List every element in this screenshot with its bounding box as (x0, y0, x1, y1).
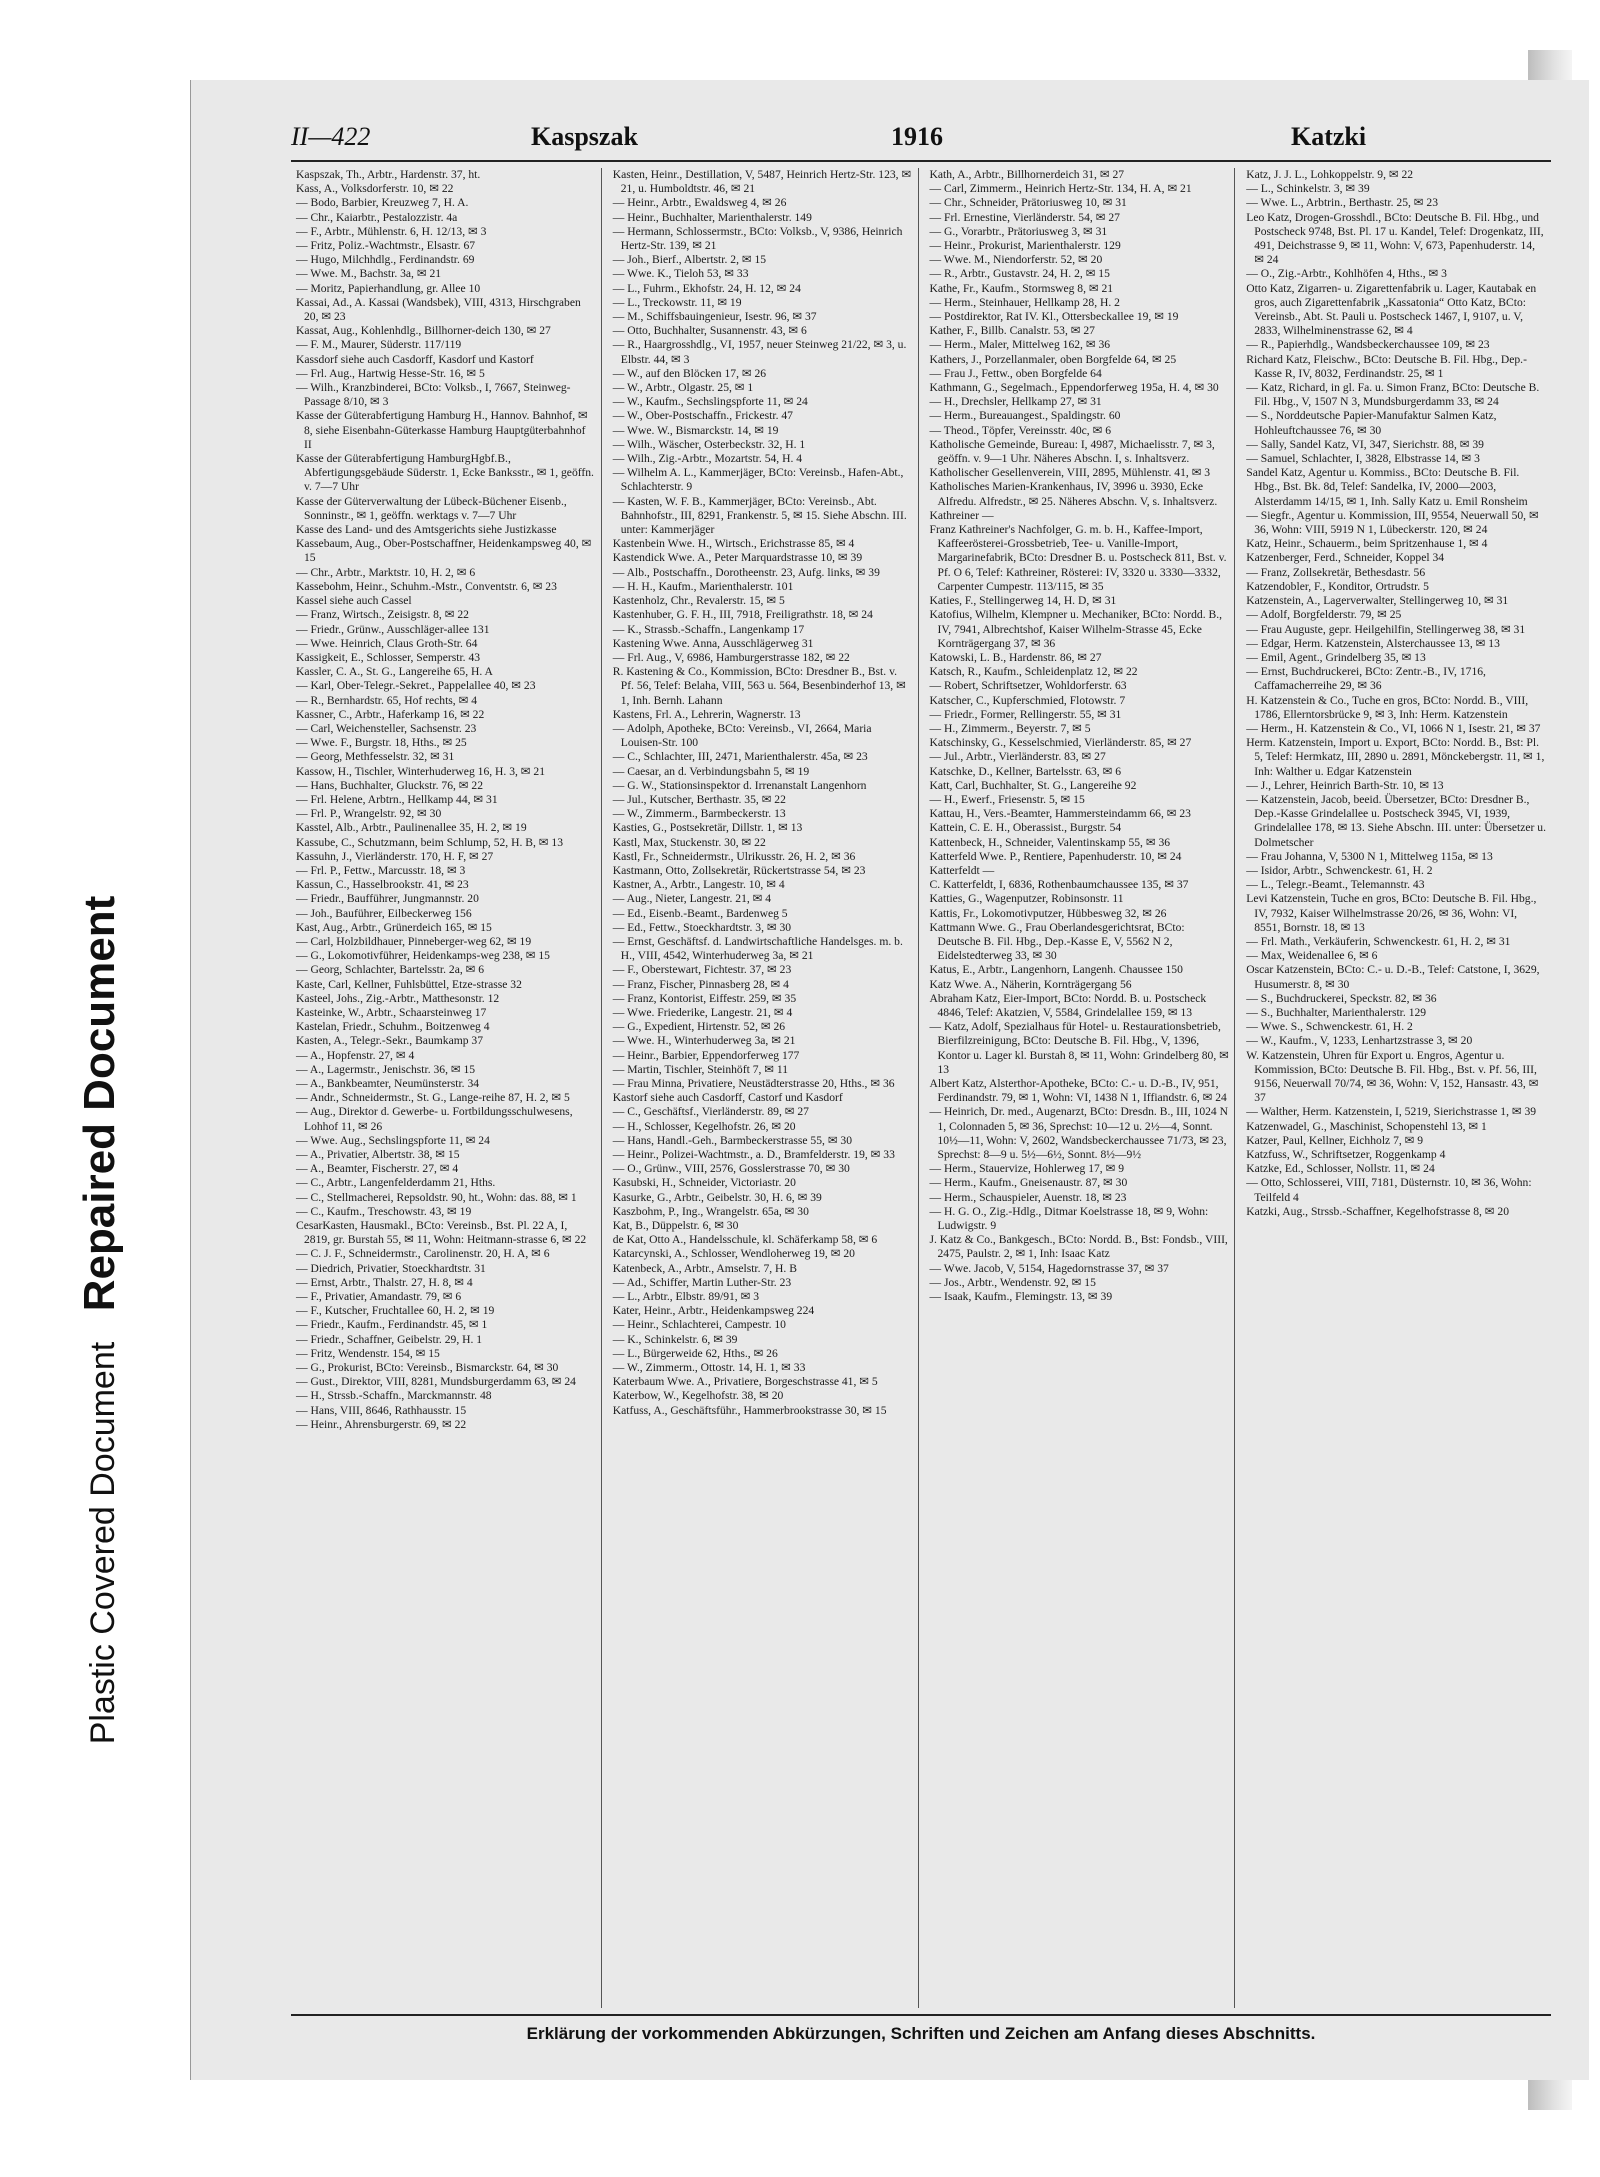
directory-entry: Katowski, L. B., Hardenstr. 86, ✉ 27 (929, 650, 1102, 664)
directory-entry: — Adolf, Borgfelderstr. 79, ✉ 25 (1246, 608, 1402, 622)
directory-entry: — Moritz, Papierhandlung, gr. Allee 10 (296, 281, 481, 295)
directory-entry: — Wwe. M., Bachstr. 3a, ✉ 21 (296, 267, 442, 281)
directory-entry: — Frl. Helene, Arbtrn., Hellkamp 44, ✉ 31 (296, 792, 498, 806)
directory-entry: — Frau Minna, Privatiere, Neustädterstrasse 20, Hths., ✉ 36 (612, 1077, 895, 1090)
directory-entry: Kaspszak, Th., Arbtr., Hardenstr. 37, ht. (296, 168, 481, 181)
directory-entry: Kastenbein Wwe. H., Wirtsch., Erichstrasse 85, ✉ 4 (612, 537, 855, 551)
directory-entry: — Hans, Handl.-Geh., Barmbeckerstrasse 55, ✉ 30 (612, 1133, 853, 1147)
directory-entry: Katzki, Aug., Strssb.-Schaffner, Kegelhofstrasse 8, ✉ 20 (1246, 1204, 1510, 1218)
directory-entry: Kassel siehe auch Cassel (296, 594, 412, 608)
directory-entry: — Ed., Eisenb.-Beamt., Bardenweg 5 (612, 906, 788, 920)
directory-entry: — Isaak, Kaufm., Flemingstr. 13, ✉ 39 (929, 1290, 1113, 1304)
directory-entry: — Frl. P., Fettw., Marcusstr. 18, ✉ 3 (296, 863, 466, 877)
directory-entry: — Georg, Schlachter, Bartelsstr. 2a, ✉ 6 (296, 963, 485, 977)
directory-entry: Kasubski, H., Schneider, Victoriastr. 20 (612, 1176, 796, 1190)
directory-entry: Katz, Heinr., Schauerm., beim Spritzenhause 1, ✉ 4 (1246, 537, 1488, 551)
directory-entry: — Frl. Ernestine, Vierländerstr. 54, ✉ 27 (929, 210, 1120, 224)
directory-entry: Kathreiner — (929, 508, 994, 522)
directory-entry: J. Katz & Co., Bankgesch., BCto: Nordd. B., Bst: Fondsb., VIII, 2475, Paulstr. 2, ✉ 1, Inh: Isaac Katz (929, 1233, 1228, 1261)
directory-entry: — G., Expedient, Hirtenstr. 52, ✉ 26 (612, 1020, 786, 1034)
directory-entry: — S., Norddeutsche Papier-Manufaktur Salmen Katz, Hohleuftchaussee 76, ✉ 30 (1246, 409, 1497, 437)
directory-entry: Katsch, R., Kaufm., Schleidenplatz 12, ✉ 22 (929, 665, 1138, 679)
directory-entry: — G., Vorarbtr., Prätoriusweg 3, ✉ 31 (929, 224, 1108, 238)
directory-entry: Katscher, C., Kupferschmied, Flotowstr. 7 (929, 693, 1126, 707)
header-first-name: Kaspszak (531, 122, 638, 151)
directory-entry: Kasten, Heinr., Destillation, V, 5487, Heinrich Hertz-Str. 123, ✉ 21, u. Humboldtstr. 46, ✉ 21 (612, 168, 912, 196)
directory-entry: Katterfeldt — (929, 863, 995, 877)
repaired-document-label: Repaired Document (75, 895, 124, 1312)
directory-entry: Kastening Wwe. Anna, Ausschlägerweg 31 (612, 636, 814, 650)
directory-entry: Katus, E., Arbtr., Langenhorn, Langenh. Chaussee 150 (929, 963, 1183, 977)
directory-entry: — Herm., H. Katzenstein & Co., VI, 1066 N 1, Isestr. 21, ✉ 37 (1246, 721, 1541, 735)
directory-entry: Kasurke, G., Arbtr., Geibelstr. 30, H. 6, ✉ 39 (612, 1190, 822, 1204)
directory-entry: — Franz, Fischer, Pinnasberg 28, ✉ 4 (612, 977, 789, 991)
directory-entry: — Carl, Holzbildhauer, Pinneberger-weg 62, ✉ 19 (296, 934, 532, 948)
directory-entry: — Robert, Schriftsetzer, Wohldorferstr. 63 (929, 679, 1127, 693)
directory-entry: Katerbow, W., Kegelhofstr. 38, ✉ 20 (612, 1389, 784, 1403)
directory-entry: — Adolph, Apotheke, BCto: Vereinsb., VI, 2664, Maria Louisen-Str. 100 (612, 721, 872, 750)
directory-entry: — H., Zimmerm., Beyerstr. 7, ✉ 5 (929, 721, 1091, 735)
directory-entry: Kasteel, Johs., Zig.-Arbtr., Matthesonstr. 12 (296, 991, 500, 1005)
directory-entry: Kasstel, Alb., Arbtr., Paulinenallee 35, H. 2, ✉ 19 (296, 821, 527, 835)
directory-entry: Kattein, C. E. H., Oberassist., Burgstr. 54 (929, 821, 1122, 835)
directory-entry: — Hans, VIII, 8646, Rathhausstr. 15 (296, 1403, 467, 1417)
page-header (291, 116, 1551, 162)
directory-entry: Otto Katz, Zigarren- u. Zigarettenfabrik u. Lager, Kautabak en gros, auch Zigarettenfabrik „Kassatonia“ Otto Katz, BCto: Vereinsb., Abt. St. Pauli u. Postscheck 1467, I, 9107, u. V, 2833, Wilhelminenstrasse 62, ✉ 4 (1246, 281, 1537, 338)
directory-entry: — W., Ober-Postschaffn., Frickestr. 47 (612, 409, 793, 423)
directory-column-3 (925, 168, 1236, 2008)
directory-entry: — A., Hopfenstr. 27, ✉ 4 (296, 1048, 415, 1062)
directory-entry: — Friedr., Grünw., Ausschläger-allee 131 (296, 622, 490, 636)
directory-entry: Kathers, J., Porzellanmaler, oben Borgfelde 64, ✉ 25 (929, 352, 1177, 366)
directory-entry: — Isidor, Arbtr., Schwenckestr. 61, H. 2 (1246, 863, 1433, 877)
directory-entry: Kassner, C., Arbtr., Haferkamp 16, ✉ 22 (296, 707, 485, 721)
directory-entry: — Wwe. W., Bismarckstr. 14, ✉ 19 (612, 423, 779, 437)
directory-entry: Katzenstein, A., Lagerverwalter, Stellingerweg 10, ✉ 31 (1246, 594, 1509, 608)
directory-entry: — K., Strassb.-Schaffn., Langenkamp 17 (612, 622, 805, 636)
directory-entry: — G., Lokomotivführer, Heidenkamps-weg 238, ✉ 15 (296, 949, 550, 963)
directory-entry: C. Katterfeldt, I, 6836, Rothenbaumchaussee 135, ✉ 37 (929, 878, 1189, 892)
directory-entry: Albert Katz, Alsterthor-Apotheke, BCto: C.- u. D.-B., IV, 951, Ferdinandstr. 79, ✉ 1, Wohn: VI, 1438 N 1, Iffiandstr. 6, ✉ 24 (929, 1077, 1227, 1105)
directory-entry: — Joh., Bauführer, Eilbeckerweg 156 (296, 906, 472, 920)
directory-entry: Katzendobler, F., Konditor, Ortrudstr. 5 (1246, 579, 1429, 593)
directory-entry: — Emil, Agent., Grindelberg 35, ✉ 13 (1246, 650, 1426, 664)
directory-column-4 (1241, 168, 1551, 2008)
directory-entry: — Wwe. M., Niendorferstr. 52, ✉ 20 (929, 253, 1103, 267)
directory-entry: Katzfuss, W., Schriftsetzer, Roggenkamp 4 (1246, 1148, 1446, 1162)
directory-entry: — R., Arbtr., Gustavstr. 24, H. 2, ✉ 15 (929, 267, 1110, 281)
directory-entry: Katt, Carl, Buchhalter, St. G., Langereihe 92 (929, 778, 1137, 792)
directory-entry: — O., Zig.-Arbtr., Kohlhöfen 4, Hths., ✉ 3 (1246, 267, 1447, 281)
directory-entry: — Frau J., Fettw., oben Borgfelde 64 (929, 366, 1102, 380)
directory-entry: — J., Lehrer, Heinrich Barth-Str. 10, ✉ 13 (1246, 778, 1444, 792)
directory-entry: Kastens, Frl. A., Lehrerin, Wagnerstr. 13 (612, 707, 801, 721)
directory-entry: Kattau, H., Vers.-Beamter, Hammersteindamm 66, ✉ 23 (929, 807, 1191, 821)
directory-entry: Kastorf siehe auch Casdorff, Castorf und Kasdorf (612, 1091, 843, 1105)
directory-entry: Kassler, C. A., St. G., Langereihe 65, H. A (296, 665, 493, 679)
directory-entry: — Georg, Methfesselstr. 32, ✉ 31 (296, 750, 455, 764)
directory-entry: Kater, Heinr., Arbtr., Heidenkampsweg 224 (612, 1304, 815, 1318)
directory-entry: — F., Kutscher, Fruchtallee 60, H. 2, ✉ 19 (296, 1304, 495, 1318)
directory-entry: — L., Arbtr., Elbstr. 89/91, ✉ 3 (612, 1290, 760, 1304)
directory-entry: Katfuss, A., Geschäftsführ., Hammerbrookstrasse 30, ✉ 15 (612, 1403, 887, 1417)
directory-entry: Katties, G., Wagenputzer, Robinsonstr. 11 (929, 892, 1124, 906)
directory-entry: — Frl. Aug., Hartwig Hesse-Str. 16, ✉ 5 (296, 366, 485, 380)
directory-entry: — H., Schlosser, Kegelhofstr. 26, ✉ 20 (612, 1119, 796, 1133)
directory-entry: — Franz, Wirtsch., Zeisigstr. 8, ✉ 22 (296, 608, 469, 622)
directory-entry: — Jos., Arbtr., Wendenstr. 92, ✉ 15 (929, 1275, 1096, 1289)
directory-entry: — Hermann, Schlossermstr., BCto: Volksb., V, 9386, Heinrich Hertz-Str. 139, ✉ 21 (612, 224, 903, 253)
directory-entry: Sandel Katz, Agentur u. Kommiss., BCto: Deutsche B. Fil. Hbg., Bst. Bk. 8d, Telef: Sandelka, IV, 2000—2003, Alsterdamm 14/15, ✉ 1, Inh. Sally Katz u. Emil Ronsheim (1246, 466, 1528, 508)
directory-entry: — C., Kaufm., Treschowstr. 43, ✉ 19 (296, 1204, 472, 1218)
directory-column-1 (291, 168, 602, 2008)
directory-entry: — W., Arbtr., Olgastr. 25, ✉ 1 (612, 381, 754, 395)
directory-entry: — Aug., Direktor d. Gewerbe- u. Fortbildungsschulwesens, Lohhof 11, ✉ 26 (296, 1105, 573, 1133)
page-number: II—422 (291, 122, 371, 151)
directory-entry: — Alb., Postschaffn., Dorotheenstr. 23, Aufg. links, ✉ 39 (612, 565, 880, 579)
directory-entry: — R., Bernhardstr. 65, Hof rechts, ✉ 4 (296, 693, 478, 707)
directory-entry: — Katz, Richard, in gl. Fa. u. Simon Franz, BCto: Deutsche B. Fil. Hbg., V, 1507 N 3, Mundsburgerdamm 33, ✉ 24 (1246, 381, 1540, 409)
directory-entry: R. Kastening & Co., Kommission, BCto: Dresdner B., Bst. v. Pf. 56, Telef: Belaha, VIII, 563 u. 564, Besenbinderhof 13, ✉ 1, Inh. Bernh. Lahann (612, 665, 906, 707)
directory-entry: Kassun, C., Hasselbrookstr. 41, ✉ 23 (296, 878, 469, 892)
directory-entry: — Hugo, Milchhdlg., Ferdinandstr. 69 (296, 253, 475, 267)
directory-entry: — Katz, Adolf, Spezialhaus für Hotel- u. Restaurationsbetrieb, Bierfilzreinigung, BCto: Deutsche B. Fil. Hbg., V, 1396, Kontor u. Lager kl. Burstah 8, ✉ 11, Wohn: Grindelberg 80, ✉ 13 (929, 1020, 1229, 1076)
directory-entry: Kassow, H., Tischler, Winterhuderweg 16, H. 3, ✉ 21 (296, 764, 546, 778)
directory-entry: — Wwe. Jacob, V, 5154, Hagedornstrasse 37, ✉ 37 (929, 1261, 1169, 1275)
directory-entry: — Bodo, Barbier, Kreuzweg 7, H. A. (296, 196, 469, 210)
directory-entry: — Heinr., Buchhalter, Marienthalerstr. 149 (612, 210, 812, 224)
directory-entry: Kass, A., Volksdorferstr. 10, ✉ 22 (296, 182, 454, 196)
sidebar-label (60, 760, 140, 1880)
directory-entry: Kastelan, Friedr., Schuhm., Boitzenweg 4 (296, 1020, 490, 1034)
directory-entry: Kassebaum, Aug., Ober-Postschaffner, Heidenkampsweg 40, ✉ 15 (296, 537, 592, 565)
directory-entry: — H. H., Kaufm., Marienthalerstr. 101 (612, 579, 794, 593)
directory-entry: — Kasten, W. F. B., Kammerjäger, BCto: Vereinsb., Abt. Bahnhofstr., III, 8291, Frankenstr. 5, ✉ 15. Siehe Abschn. III. unter: Kammerjäger (612, 494, 907, 537)
directory-entry: — Andr., Schneidermstr., St. G., Lange-reihe 87, H. 2, ✉ 5 (296, 1091, 570, 1105)
directory-entry: Kather, F., Billb. Canalstr. 53, ✉ 27 (929, 324, 1095, 338)
directory-entry: Abraham Katz, Eier-Import, BCto: Nordd. B. u. Postscheck 4846, Telef: Akatzien, V, 5584, Grindelallee 159, ✉ 13 (929, 991, 1207, 1019)
directory-entry: Katzenberger, Ferd., Schneider, Koppel 34 (1246, 551, 1445, 565)
directory-entry: Kasties, G., Postsekretär, Dillstr. 1, ✉ 13 (612, 821, 803, 835)
directory-entry: — Otto, Buchhalter, Susannenstr. 43, ✉ 6 (612, 324, 807, 338)
directory-entry: Katz Wwe. A., Näherin, Kornträgergang 56 (929, 977, 1132, 991)
directory-entry: Katzenwadel, G., Maschinist, Schopenstehl 13, ✉ 1 (1246, 1119, 1487, 1133)
directory-entry: Kasten, A., Telegr.-Sekr., Baumkamp 37 (296, 1034, 484, 1048)
directory-entry: — Heinrich, Dr. med., Augenarzt, BCto: Dresdn. B., III, 1024 N 1, Colonnaden 5, ✉ 36, Sprechst: 10—12 u. 2½—4, Sonnt. 10½—11, Wohn: V, 2602, Wandsbeckerchaussee 71/73, ✉ 23, Sprechst: 8—9 u. 5½—6½, Sonnt. 8½—9½ (929, 1105, 1228, 1162)
directory-entry: Kassube, C., Schutzmann, beim Schlump, 52, H. B, ✉ 13 (296, 835, 564, 849)
directory-entry: — L., Schinkelstr. 3, ✉ 39 (1246, 182, 1370, 196)
directory-entry: — Herm., Bureauangest., Spaldingstr. 60 (929, 409, 1121, 423)
directory-entry: Kastmann, Otto, Zollsekretär, Rückertstrasse 54, ✉ 23 (612, 863, 866, 877)
directory-entry: — Wwe. H., Winterhuderweg 3a, ✉ 21 (612, 1034, 796, 1048)
directory-entry: — Ed., Fettw., Stoeckhardtstr. 3, ✉ 30 (612, 920, 792, 934)
directory-entry: Levi Katzenstein, Tuche en gros, BCto: Deutsche B. Fil. Hbg., IV, 7932, Kaiser Wilhelmstrasse 20/26, ✉ 36, Wohn: VI, 8551, Bornstr. 18, ✉ 13 (1246, 892, 1537, 934)
directory-entry: — Ad., Schiffer, Martin Luther-Str. 23 (612, 1275, 792, 1289)
directory-column-2 (608, 168, 919, 2008)
directory-entry: — Hans, Buchhalter, Gluckstr. 76, ✉ 22 (296, 778, 483, 792)
directory-entry: — Ernst, Buchdruckerei, BCto: Zentr.-B., IV, 1716, Caffamacherreihe 29, ✉ 36 (1246, 665, 1486, 693)
directory-entry: — R., Haargrosshdlg., VI, 1957, neuer Steinweg 21/22, ✉ 3, u. Elbstr. 44, ✉ 3 (612, 338, 907, 366)
directory-entry: — S., Buchdruckerei, Speckstr. 82, ✉ 36 (1246, 991, 1437, 1005)
directory-entry: — W., Kaufm., V, 1233, Lenhartzstrasse 3, ✉ 20 (1246, 1034, 1473, 1048)
directory-entry: — A., Privatier, Albertstr. 38, ✉ 15 (296, 1148, 460, 1162)
directory-entry: — S., Buchhalter, Marienthalerstr. 129 (1246, 1005, 1427, 1019)
directory-entry: H. Katzenstein & Co., Tuche en gros, BCto: Nordd. B., VIII, 1786, Ellerntorsbrücke 9, ✉ 3, Inh: Herm. Katzenstein (1246, 693, 1529, 721)
directory-entry: — M., Schiffsbauingenieur, Isestr. 96, ✉ 37 (612, 310, 817, 324)
directory-entry: — Carl, Weichensteller, Sachsenstr. 23 (296, 721, 477, 735)
directory-entry: — Theod., Töpfer, Vereinsstr. 40c, ✉ 6 (929, 423, 1112, 437)
directory-entry: — Fritz, Poliz.-Wachtmstr., Elsastr. 67 (296, 239, 476, 253)
directory-entry: Richard Katz, Fleischw., BCto: Deutsche B. Fil. Hbg., Dep.-Kasse R, IV, 8032, Ferdinandstr. 25, ✉ 1 (1246, 352, 1527, 380)
directory-entry: Leo Katz, Drogen-Grosshdl., BCto: Deutsche B. Fil. Hbg., und Postscheck 9748, Bst. Pl. 17 u. Kandel, Telef: Drogenkatz, III, 491, Deichstrasse 9, ✉ 11, Wohn: V, 673, Papenhuderstr. 14, ✉ 24 (1246, 210, 1544, 267)
directory-entry: Katerbaum Wwe. A., Privatiere, Borgeschstrasse 41, ✉ 5 (612, 1375, 878, 1389)
directory-entry: — Heinr., Schlachterei, Campestr. 10 (612, 1318, 786, 1332)
directory-entry: — Wwe. Heinrich, Claus Groth-Str. 64 (296, 636, 478, 650)
directory-entry: — Wilh., Zig.-Arbtr., Mozartstr. 54, H. 4 (612, 452, 803, 466)
directory-entry: Katies, F., Stellingerweg 14, H. D, ✉ 31 (929, 594, 1117, 608)
directory-entry: Kathmann, G., Segelmach., Eppendorferweg 195a, H. 4, ✉ 30 (929, 381, 1219, 395)
directory-entry: — A., Bankbeamter, Neumünsterstr. 34 (296, 1077, 480, 1090)
directory-entry: — Heinr., Ahrensburgerstr. 69, ✉ 22 (296, 1417, 467, 1431)
directory-entry: Katofius, Wilhelm, Klempner u. Mechaniker, BCto: Nordd. B., IV, 7941, Albrechtshof, Kaiser Wilhelm-Strasse 45, Ecke Kornträgergang 37, ✉ 36 (929, 608, 1223, 650)
document-page (190, 80, 1589, 2080)
directory-entry: — K., Schinkelstr. 6, ✉ 39 (612, 1332, 738, 1346)
directory-entry: Herm. Katzenstein, Import u. Export, BCto: Nordd. B., Bst: Pl. 5, Telef: Hermkatz, III, 2890 u. 2891, Mönckebergstr. 11, ✉ 1, Inh: Walther u. Edgar Katzenstein (1246, 736, 1545, 778)
header-year: 1916 (891, 122, 943, 151)
directory-entry: — Sally, Sandel Katz, VI, 347, Sierichstr. 88, ✉ 39 (1246, 437, 1484, 451)
directory-entry: — L., Bürgerweide 62, Hths., ✉ 26 (612, 1346, 778, 1360)
directory-entry: Katholischer Gesellenverein, VIII, 2895, Mühlenstr. 41, ✉ 3 (929, 466, 1211, 480)
directory-entry: — Friedr., Former, Rellingerstr. 55, ✉ 31 (929, 707, 1122, 721)
sidebar-text (75, 896, 125, 1745)
directory-entry: — Heinr., Prokurist, Marienthalerstr. 129 (929, 239, 1121, 253)
directory-entry: — Wwe. Aug., Sechslingspforte 11, ✉ 24 (296, 1133, 490, 1147)
directory-entry: — A., Lagermstr., Jenischstr. 36, ✉ 15 (296, 1062, 476, 1076)
directory-entry: — Wwe. F., Burgstr. 18, Hths., ✉ 25 (296, 736, 467, 750)
directory-entry: Kasse der Güterabfertigung HamburgHgbf.B., Abfertigungsgebäude Süderstr. 1, Ecke Banksstr., ✉ 1, geöffn. v. 7—7 Uhr (296, 452, 594, 494)
directory-entry: Katschke, D., Kellner, Bartelsstr. 63, ✉ 6 (929, 764, 1121, 778)
directory-entry: — Chr., Schneider, Prätoriusweg 10, ✉ 31 (929, 196, 1127, 210)
directory-entry: Kastl, Fr., Schneidermstr., Ulrikusstr. 26, H. 2, ✉ 36 (612, 849, 856, 863)
directory-entry: — W., Zimmerm., Barmbeckerstr. 13 (612, 807, 786, 821)
directory-entry: Kattmann Wwe. G., Frau Oberlandesgerichtsrat, BCto: Deutsche B. Fil. Hbg., Dep.-Kasse E, V, 5562 N 2, Eidelstedterweg 33, ✉ 30 (929, 920, 1185, 963)
directory-entry: — Edgar, Herm. Katzenstein, Alsterchaussee 13, ✉ 13 (1246, 636, 1500, 650)
directory-entry: Kast, Aug., Arbtr., Grünerdeich 165, ✉ 15 (296, 920, 492, 934)
directory-entry: — W., Zimmerm., Ottostr. 14, H. 1, ✉ 33 (612, 1361, 806, 1375)
directory-entry: — Frl. Math., Verkäuferin, Schwenckestr. 61, H. 2, ✉ 31 (1246, 934, 1511, 948)
directory-entry: Kassigkeit, E., Schlosser, Semperstr. 43 (296, 650, 481, 664)
directory-entry: Kasteinke, W., Arbtr., Schaarsteinweg 17 (296, 1005, 487, 1019)
directory-entry: — Herm., Stauervize, Hohlerweg 17, ✉ 9 (929, 1162, 1125, 1176)
directory-entry: — Frl. Aug., V, 6986, Hamburgerstrasse 182, ✉ 22 (612, 650, 850, 664)
directory-entry: — Friedr., Kaufm., Ferdinandstr. 45, ✉ 1 (296, 1318, 488, 1332)
directory-entry: Kasse der Güterabfertigung Hamburg H., Hannov. Bahnhof, ✉ 8, siehe Eisenbahn-Güterkasse Hamburg Hauptgüterbahnhof II (296, 409, 588, 451)
directory-entry: — Wwe. Friederike, Langestr. 21, ✉ 4 (612, 1005, 793, 1019)
directory-entry: Kassat, Aug., Kohlenhdlg., Billhorner-deich 130, ✉ 27 (296, 324, 551, 338)
directory-entry: — Heinr., Arbtr., Ewaldsweg 4, ✉ 26 (612, 196, 787, 210)
directory-entry: — Heinr., Barbier, Eppendorferweg 177 (612, 1048, 800, 1062)
directory-entry: — H. G. O., Zig.-Hdlg., Ditmar Koelstrasse 18, ✉ 9, Wohn: Ludwigstr. 9 (929, 1204, 1209, 1233)
directory-entry: Katzke, Ed., Schlosser, Nollstr. 11, ✉ 24 (1246, 1162, 1435, 1176)
directory-entry: Kassai, Ad., A. Kassai (Wandsbek), VIII, 4313, Hirschgraben 20, ✉ 23 (296, 295, 581, 324)
directory-entry: — Caesar, an d. Verbindungsbahn 5, ✉ 19 (612, 764, 810, 778)
directory-entry: — L., Treckowstr. 11, ✉ 19 (612, 295, 742, 309)
directory-entry: — Herm., Kaufm., Gneisenaustr. 87, ✉ 30 (929, 1176, 1128, 1190)
directory-entry: — Wwe. L., Arbtrin., Berthastr. 25, ✉ 23 (1246, 196, 1439, 210)
directory-entry: — Wwe. S., Schwenckestr. 61, H. 2 (1246, 1020, 1413, 1034)
directory-entry: — Gust., Direktor, VIII, 8281, Mundsburgerdamm 63, ✉ 24 (296, 1375, 576, 1389)
directory-entry: — Martin, Tischler, Steinhöft 7, ✉ 11 (612, 1062, 789, 1076)
directory-entry: — Max, Weidenallee 6, ✉ 6 (1246, 949, 1378, 963)
directory-entry: — Frau Auguste, gepr. Heilgehilfin, Stellingerweg 38, ✉ 31 (1246, 622, 1526, 636)
directory-entry: Kath, A., Arbtr., Billhornerdeich 31, ✉ 27 (929, 168, 1125, 181)
directory-entry: Kastl, Max, Stuckenstr. 30, ✉ 22 (612, 835, 766, 849)
directory-entry: Kasse der Güterverwaltung der Lübeck-Büchener Eisenb., Sonninstr., ✉ 1, geöffn. werktags v. 7—7 Uhr (296, 494, 567, 522)
directory-entry: — R., Papierhdlg., Wandsbeckerchaussee 109, ✉ 23 (1246, 338, 1490, 352)
directory-entry: Kat, B., Düppelstr. 6, ✉ 30 (612, 1219, 739, 1233)
directory-entry: — Postdirektor, Rat IV. Kl., Ottersbeckallee 19, ✉ 19 (929, 310, 1179, 324)
page-content (291, 116, 1551, 2046)
directory-entry: — Fritz, Wendenstr. 154, ✉ 15 (296, 1346, 440, 1360)
directory-entry: — Joh., Bierf., Albertstr. 2, ✉ 15 (612, 253, 767, 267)
directory-entry: — Friedr., Baufführer, Jungmannstr. 20 (296, 892, 479, 906)
directory-entry: — Otto, Schlosserei, VIII, 7181, Düsternstr. 10, ✉ 36, Wohn: Teilfeld 4 (1246, 1176, 1532, 1204)
directory-entry: Kastendick Wwe. A., Peter Marquardstrasse 10, ✉ 39 (612, 551, 863, 565)
directory-entry: Kasse des Land- und des Amtsgerichts siehe Justizkasse (296, 523, 557, 537)
directory-entry: — F., Arbtr., Mühlenstr. 6, H. 12/13, ✉ 3 (296, 224, 487, 238)
directory-entry: Kattis, Fr., Lokomotivputzer, Hübbesweg 32, ✉ 26 (929, 906, 1167, 920)
directory-entry: Kaste, Carl, Kellner, Fuhlsbüttel, Etze-strasse 32 (296, 977, 522, 991)
directory-entry: Franz Kathreiner's Nachfolger, G. m. b. H., Kaffee-Import, Kaffeerösterei-Grossbetrieb, Tee- u. Vanille-Import, Margarinefabrik, BCto: Dresdner B. u. Postscheck 811, Bst. v. Pf. O 6, Telef: Kathreiner, Rösterei: IV, 3320 u. 3330—3332, Carpenter Cumpestr. 113/115, ✉ 35 (929, 523, 1227, 593)
directory-entry: Katholisches Marien-Krankenhaus, IV, 3996 u. 3930, Ecke Alfredu. Alfredstr., ✉ 25. Näheres Abschn. V, s. Inhaltsverz. (929, 480, 1218, 508)
directory-entry: — Franz, Zollsekretär, Bethesdastr. 56 (1246, 565, 1426, 579)
directory-entry: Kastenholz, Chr., Revalerstr. 15, ✉ 5 (612, 594, 785, 608)
directory-entry: Katterfeld Wwe. P., Rentiere, Papenhuderstr. 10, ✉ 24 (929, 849, 1182, 863)
directory-entry: — G., Prokurist, BCto: Vereinsb., Bismarckstr. 64, ✉ 30 (296, 1361, 559, 1375)
directory-entry: Kathe, Fr., Kaufm., Stormsweg 8, ✉ 21 (929, 281, 1114, 295)
directory-entry: Kastner, A., Arbtr., Langestr. 10, ✉ 4 (612, 878, 785, 892)
directory-entry: — Aug., Nieter, Langestr. 21, ✉ 4 (612, 892, 772, 906)
directory-entry: — Jul., Kutscher, Berthastr. 35, ✉ 22 (612, 792, 786, 806)
directory-entry: — C. J. F., Schneidermstr., Carolinenstr. 20, H. A, ✉ 6 (296, 1247, 550, 1261)
directory-entry: — G. W., Stationsinspektor d. Irrenanstalt Langenhorn (612, 778, 867, 792)
directory-entry: — Walther, Herm. Katzenstein, I, 5219, Sierichstrasse 1, ✉ 39 (1246, 1105, 1537, 1119)
directory-entry: Kaszbohm, P., Ing., Wrangelstr. 65a, ✉ 30 (612, 1204, 809, 1218)
directory-entry: — C., Schlachter, III, 2471, Marienthalerstr. 45a, ✉ 23 (612, 750, 868, 764)
directory-entry: Kattenbeck, H., Schneider, Valentinskamp 55, ✉ 36 (929, 835, 1171, 849)
directory-entry: Kassebohm, Heinr., Schuhm.-Mstr., Conventstr. 6, ✉ 23 (296, 579, 557, 593)
directory-entry: Kassdorf siehe auch Casdorff, Kasdorf und Kastorf (296, 352, 534, 366)
directory-entry: — Herm., Schauspieler, Auenstr. 18, ✉ 23 (929, 1190, 1127, 1204)
directory-entry: Katholische Gemeinde, Bureau: I, 4987, Michaelisstr. 7, ✉ 3, geöffn. v. 9—1 Uhr. Näheres Abschn. I, s. Inhaltsverz. (929, 437, 1215, 466)
directory-entry: — Heinr., Polizei-Wachtmstr., a. D., Bramfelderstr. 19, ✉ 33 (612, 1148, 895, 1162)
directory-entry: — W., auf den Blöcken 17, ✉ 26 (612, 366, 767, 380)
directory-entry: — Chr., Arbtr., Marktstr. 10, H. 2, ✉ 6 (296, 565, 476, 579)
directory-entry: — Samuel, Schlachter, I, 3828, Elbstrasse 14, ✉ 3 (1246, 452, 1480, 466)
directory-entry: — Diedrich, Privatier, Stoeckhardtstr. 31 (296, 1261, 486, 1275)
directory-entry: — Frl. P., Wrangelstr. 92, ✉ 30 (296, 807, 442, 821)
directory-entry: — Wwe. K., Tieloh 53, ✉ 33 (612, 267, 749, 281)
directory-entry: — Ernst, Arbtr., Thalstr. 27, H. 8, ✉ 4 (296, 1275, 473, 1289)
directory-entry: — C., Stellmacherei, Repsoldstr. 90, ht., Wohn: das. 88, ✉ 1 (296, 1190, 577, 1204)
directory-entry: — Katzenstein, Jacob, beeid. Übersetzer, BCto: Dresdner B., Dep.-Kasse Grindelallee u. Postscheck 3945, VI, 1939, Grindelallee 178, ✉ 13. Siehe Abschn. III. unter: Übersetzer u. Dolmetscher (1246, 792, 1546, 849)
directory-entry: — Franz, Kontorist, Eiffestr. 259, ✉ 35 (612, 991, 797, 1005)
directory-entry: — L., Fuhrm., Ekhofstr. 24, H. 12, ✉ 24 (612, 281, 801, 295)
directory-entry: — F., Privatier, Amandastr. 79, ✉ 6 (296, 1290, 462, 1304)
directory-entry: — Friedr., Schaffner, Geibelstr. 29, H. 1 (296, 1332, 483, 1346)
directory-entry: — H., Strssb.-Schaffn., Marckmannstr. 48 (296, 1389, 492, 1403)
directory-entry: — Karl, Ober-Telegr.-Sekret., Pappelallee 40, ✉ 23 (296, 679, 536, 693)
page-footer: Erklärung der vorkommenden Abkürzungen, Schriften und Zeichen am Anfang dieses Abschnitts. (291, 2014, 1551, 2056)
directory-entry: Katenbeck, A., Arbtr., Amselstr. 7, H. B (612, 1261, 797, 1275)
directory-entry: — Wilh., Wäscher, Osterbeckstr. 32, H. 1 (612, 437, 806, 451)
directory-entry: — Siegfr., Agentur u. Kommission, III, 9554, Neuerwall 50, ✉ 36, Wohn: VIII, 5919 N 1, Lübeckerstr. 120, ✉ 24 (1246, 508, 1539, 537)
directory-entry: — H., Drechsler, Hellkamp 27, ✉ 31 (929, 395, 1102, 409)
directory-entry: Oscar Katzenstein, BCto: C.- u. D.-B., Telef: Catstone, I, 3629, Husumerstr. 8, ✉ 30 (1246, 963, 1540, 991)
directory-entry: — Wilhelm A. L., Kammerjäger, BCto: Vereinsb., Hafen-Abt., Schlachterstr. 9 (612, 466, 904, 494)
directory-entry: — Carl, Zimmerm., Heinrich Hertz-Str. 134, H. A, ✉ 21 (929, 182, 1192, 196)
directory-entry: — Ernst, Geschäftsf. d. Landwirtschaftliche Handelsges. m. b. H., VIII, 4542, Winterhuderweg 3a, ✉ 21 (612, 934, 903, 963)
directory-entry: — Herm., Maler, Mittelweg 162, ✉ 36 (929, 338, 1111, 352)
directory-entry: — O., Grünw., VIII, 2576, Gosslerstrasse 70, ✉ 30 (612, 1162, 850, 1176)
directory-entry: — Frau Johanna, V, 5300 N 1, Mittelweg 115a, ✉ 13 (1246, 849, 1493, 863)
directory-entry: Katzer, Paul, Kellner, Eichholz 7, ✉ 9 (1246, 1133, 1424, 1147)
header-last-name: Katzki (1291, 122, 1367, 151)
directory-entry: Kastenhuber, G. F. H., III, 7918, Freiligrathstr. 18, ✉ 24 (612, 608, 873, 622)
directory-entry: — Herm., Steinhauer, Hellkamp 28, H. 2 (929, 295, 1120, 309)
directory-entry: — F. M., Maurer, Süderstr. 117/119 (296, 338, 462, 352)
directory-entry: — F., Oberstewart, Fichtestr. 37, ✉ 23 (612, 963, 792, 977)
directory-entry: Katschinsky, G., Kesselschmied, Vierländerstr. 85, ✉ 27 (929, 736, 1192, 750)
directory-entry: — C., Arbtr., Langenfelderdamm 21, Hths. (296, 1176, 496, 1190)
directory-entry: CesarKasten, Hausmakl., BCto: Vereinsb., Bst. Pl. 22 A, I, 2819, gr. Burstah 55, ✉ 11, Wohn: Heitmann-strasse 6, ✉ 22 (296, 1219, 587, 1247)
directory-entry: W. Katzenstein, Uhren für Export u. Engros, Agentur u. Kommission, BCto: Deutsche B. Fil. Hbg., Bst. v. Pf. 56, III, 9156, Neuerwall 70/74, ✉ 36, Wohn: V, 152, Hansastr. 43, ✉ 37 (1246, 1048, 1539, 1105)
directory-entry: de Kat, Otto A., Handelsschule, kl. Schäferkamp 58, ✉ 6 (612, 1233, 878, 1247)
directory-entry: — H., Ewerf., Friesenstr. 5, ✉ 15 (929, 792, 1085, 806)
directory-columns (291, 168, 1551, 2008)
directory-entry: — W., Kaufm., Sechslingspforte 11, ✉ 24 (612, 395, 808, 409)
directory-entry: — A., Beamter, Fischerstr. 27, ✉ 4 (296, 1162, 459, 1176)
directory-entry: — Wilh., Kranzbinderei, BCto: Volksb., I, 7667, Steinweg-Passage 8/10, ✉ 3 (296, 381, 571, 409)
directory-entry: — Chr., Kaiarbtr., Pestalozzistr. 4a (296, 210, 458, 224)
directory-entry: — L., Telegr.-Beamt., Telemannstr. 43 (1246, 878, 1425, 892)
directory-entry: — Jul., Arbtr., Vierländerstr. 83, ✉ 27 (929, 750, 1106, 764)
directory-entry: — C., Geschäftsf., Vierländerstr. 89, ✉ 27 (612, 1105, 809, 1119)
directory-entry: Kassuhn, J., Vierländerstr. 170, H. F, ✉ 27 (296, 849, 494, 863)
directory-entry: Katarcynski, A., Schlosser, Wendloherweg 19, ✉ 20 (612, 1247, 855, 1261)
directory-entry: Katz, J. J. L., Lohkoppelstr. 9, ✉ 22 (1246, 168, 1414, 181)
plastic-covered-label: Plastic Covered Document (84, 1341, 122, 1745)
